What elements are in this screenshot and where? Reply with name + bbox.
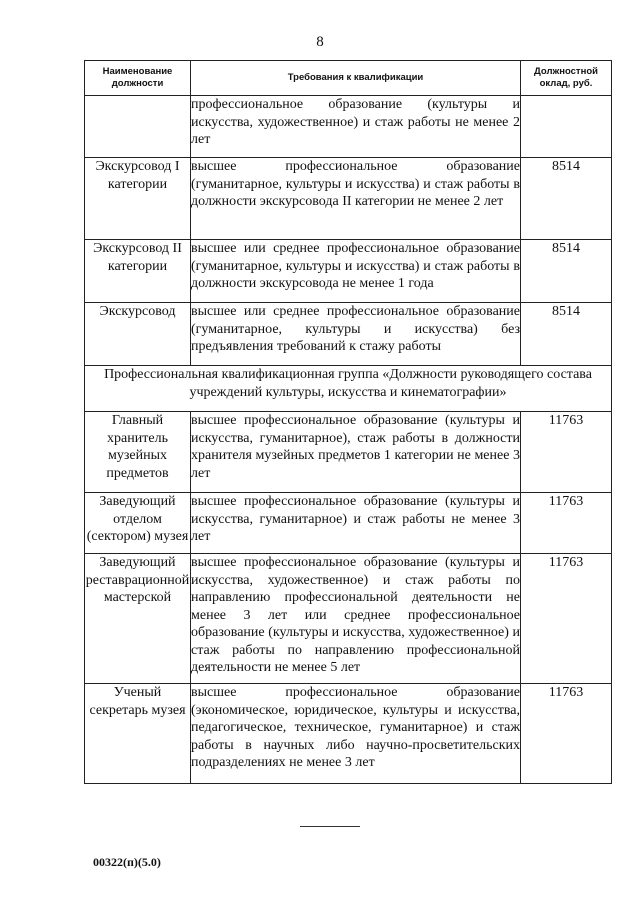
salary-cell: 8514	[521, 158, 612, 240]
group-row	[85, 366, 612, 412]
position-cell: Заведующий отделом (сектором) музея	[85, 493, 191, 554]
salary-cell: 11763	[521, 493, 612, 554]
requirements-cell: высшее профессиональное образование (культуры и искусства, гуманитарное) и стаж работы не менее 3 лет	[191, 493, 521, 554]
requirements-cell: профессиональное образование (культуры и искусства, художественное) и стаж работы не менее 2 лет	[191, 96, 521, 158]
salary-cell: 8514	[521, 240, 612, 303]
requirements-cell: высшее или среднее профессиональное образование (гуманитарное, культуры и искусства) без предъявления требований к стажу работы	[191, 303, 521, 366]
table-row	[85, 684, 612, 784]
position-cell: Экскурсовод II категории	[85, 240, 191, 303]
table-row	[85, 412, 612, 493]
header-requirements: Требования к квалификации	[191, 61, 521, 96]
position-cell	[85, 96, 191, 158]
header-salary: Должностной оклад, руб.	[521, 61, 612, 96]
position-cell: Главный хранитель музейных предметов	[85, 412, 191, 493]
salary-cell: 11763	[521, 554, 612, 684]
position-cell: Экскурсовод I категории	[85, 158, 191, 240]
header-position: Наименование должности	[85, 61, 191, 96]
position-cell: Экскурсовод	[85, 303, 191, 366]
position-cell: Заведующий реставрационной мастерской	[85, 554, 191, 684]
requirements-cell: высшее профессиональное образование (экономическое, юридическое, культуры и искусства, педагогическое, техническое, гуманитарное) и стаж работы в научных либо научно-просветительских подразделениях не менее 3 лет	[191, 684, 521, 784]
table-row	[85, 554, 612, 684]
group-title: Профессиональная квалификационная группа «Должности руководящего состава учреждений культуры, искусства и кинематографии»	[85, 366, 612, 412]
requirements-cell: высшее или среднее профессиональное образование (гуманитарное, культуры и искусства) и стаж работы в должности экскурсовода не менее 1 года	[191, 240, 521, 303]
table-row	[85, 240, 612, 303]
table-row	[85, 493, 612, 554]
qualification-table	[84, 60, 612, 784]
page-number: 8	[316, 34, 324, 50]
salary-cell: 11763	[521, 412, 612, 493]
document-code: 00322(п)(5.0)	[93, 855, 161, 869]
requirements-cell: высшее профессиональное образование (гуманитарное, культуры и искусства) и стаж работы в должности экскурсовода II категории не менее 2 лет	[191, 158, 521, 240]
footer-divider	[300, 826, 360, 827]
salary-cell: 8514	[521, 303, 612, 366]
salary-cell: 11763	[521, 684, 612, 784]
requirements-cell: высшее профессиональное образование (культуры и искусства, гуманитарное), стаж работы в должности хранителя музейных предметов 1 категории не менее 3 лет	[191, 412, 521, 493]
position-cell: Ученый секретарь музея	[85, 684, 191, 784]
table-header-row	[85, 61, 612, 96]
table-row	[85, 96, 612, 158]
salary-cell	[521, 96, 612, 158]
requirements-cell: высшее профессиональное образование (культуры и искусства, художественное) и стаж работы по направлению профессиональной деятельности не менее 3 лет или среднее профессиональное образование (культуры и искусства, художественное) и стаж работы по направлению профессиональной деятельности не менее 5 лет	[191, 554, 521, 684]
table-row	[85, 158, 612, 240]
table-row	[85, 303, 612, 366]
